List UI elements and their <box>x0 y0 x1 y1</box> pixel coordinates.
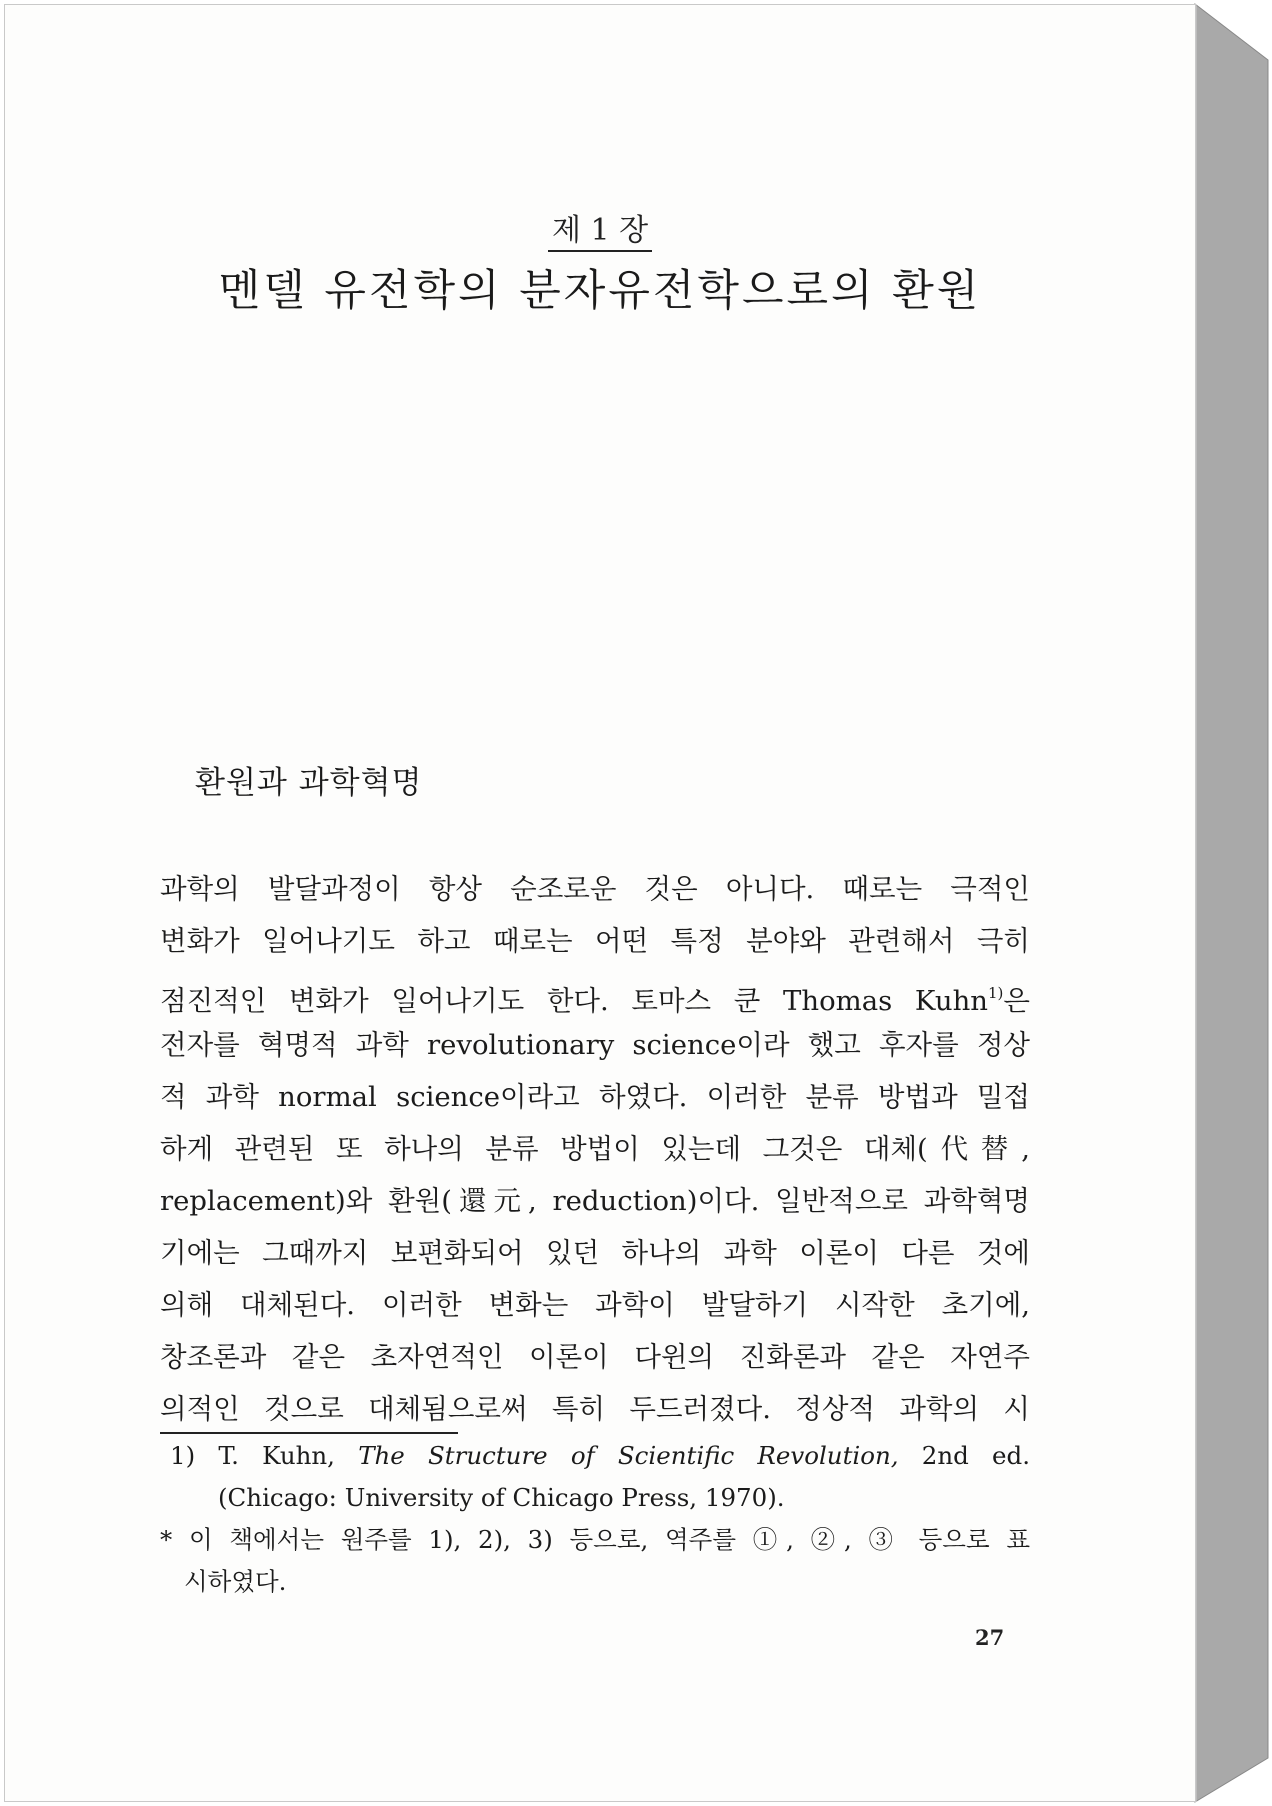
footnotes <box>160 1435 1031 1603</box>
body-line: 과학의 발달과정이 항상 순조로운 것은 아니다. 때로는 극적인 <box>160 873 1030 905</box>
body-line-text: 점진적인 변화가 일어나기도 한다. 토마스 쿤 Thomas Kuhn <box>160 985 989 1017</box>
body-line: 하게 관련된 또 하나의 분류 방법이 있는데 그것은 대체(代替, <box>160 1133 1030 1165</box>
translator-note: * 이 책에서는 원주를 1), 2), 3) 등으로, 역주를 ①, ②, ③ 등으로 표 <box>160 1525 1030 1554</box>
chapter-title: 멘델 유전학의 분자유전학으로의 환원 <box>218 266 982 316</box>
footnote-1 <box>170 1435 1030 1477</box>
body-line-suffix: 은 <box>1003 985 1030 1017</box>
body-line: 창조론과 같은 초자연적인 이론이 다윈의 진화론과 같은 자연주 <box>160 1341 1030 1373</box>
body-line: replacement)와 환원(還元, reduction)이다. 일반적으로 과학혁명 <box>160 1185 1030 1217</box>
body-line: 의적인 것으로 대체됨으로써 특히 두드러졌다. 정상적 과학의 시 <box>160 1393 1030 1425</box>
footnote-edition: 2nd ed. <box>921 1441 1031 1470</box>
footnote-number: 1) <box>170 1441 196 1470</box>
body-line: 전자를 혁명적 과학 revolutionary science이라 했고 후자를 정상 <box>160 1029 1030 1061</box>
document-page <box>4 4 1196 1802</box>
page-number: 27 <box>975 1625 1005 1650</box>
footnote-1-publisher: (Chicago: University of Chicago Press, 1970). <box>218 1483 785 1512</box>
chapter-label: 제 1 장 <box>5 205 1195 249</box>
body-line: 적 과학 normal science이라고 하였다. 이러한 분류 방법과 밀접 <box>160 1081 1030 1113</box>
footnote-reference: 1) <box>988 984 1004 1002</box>
footnote-divider <box>160 1432 458 1434</box>
body-paragraph <box>160 863 1030 1435</box>
body-line: 변화가 일어나기도 하고 때로는 어떤 특정 분야와 관련해서 극히 <box>160 925 1030 957</box>
body-line <box>160 967 1030 1019</box>
translator-note-cont: 시하였다. <box>184 1567 287 1596</box>
footnote-book-title: The Structure of Scientific Revolution, <box>358 1441 899 1470</box>
body-line: 의해 대체된다. 이러한 변화는 과학이 발달하기 시작한 초기에, <box>160 1289 1030 1321</box>
footnote-author: T. Kuhn, <box>218 1441 335 1470</box>
body-line: 기에는 그때까지 보편화되어 있던 하나의 과학 이론이 다른 것에 <box>160 1237 1030 1269</box>
section-heading: 환원과 과학혁명 <box>195 765 423 801</box>
